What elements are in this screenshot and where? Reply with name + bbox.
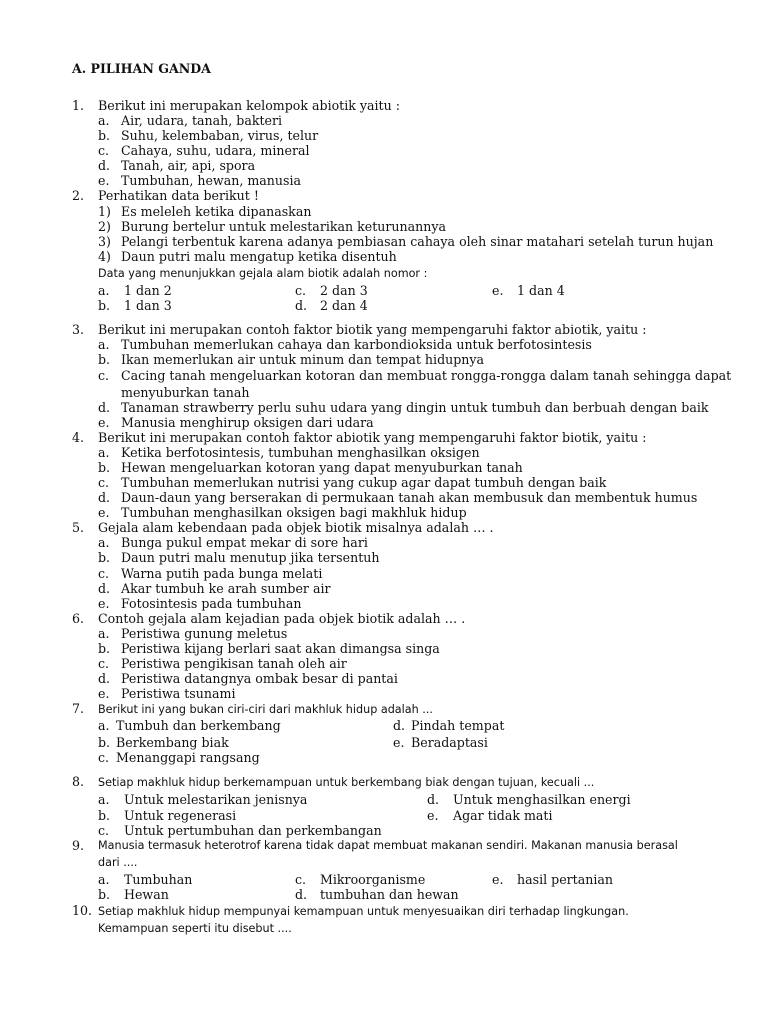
text-line: Hewan mengeluarkan kotoran yang dapat menyuburkan tanah — [121, 460, 523, 475]
text-line: Burung bertelur untuk melestarikan keturunannya — [121, 219, 446, 234]
text-line: Menanggapi rangsang — [116, 750, 260, 765]
text-line: 2 dan 4 — [320, 298, 368, 313]
text-line: Air, udara, tanah, bakteri — [121, 113, 283, 128]
text-line: dari .... — [98, 856, 138, 869]
text-line: Mikroorganisme — [320, 872, 426, 887]
text-line: 1. — [72, 98, 85, 113]
text-line: 3. — [72, 322, 85, 337]
text-line: Manusia menghirup oksigen dari udara — [121, 415, 374, 430]
text-line: Tumbuhan, hewan, manusia — [121, 173, 302, 188]
section-title: A. PILIHAN GANDA — [72, 61, 211, 76]
text-line: Tumbuh dan berkembang — [116, 718, 281, 733]
text-line: d. — [295, 887, 308, 902]
text-line: d. — [427, 792, 440, 807]
text-line: 8. — [72, 774, 85, 789]
text-line: 1) — [98, 204, 111, 219]
text-line: Suhu, kelembaban, virus, telur — [121, 128, 319, 143]
text-line: a. — [98, 626, 110, 641]
text-line: Peristiwa gunung meletus — [121, 626, 288, 641]
text-line: Data yang menunjukkan gejala alam biotik adalah nomor : — [98, 267, 428, 280]
text-line: a. — [98, 113, 110, 128]
text-line: b. — [98, 352, 111, 367]
text-line: Ikan memerlukan air untuk minum dan tempat hidupnya — [121, 352, 485, 367]
text-line: e. — [427, 808, 439, 823]
text-line: c. — [98, 750, 110, 765]
text-line: Peristiwa tsunami — [121, 686, 236, 701]
text-line: 4. — [72, 430, 85, 445]
text-line: Hewan — [124, 887, 169, 902]
text-line: Peristiwa pengikisan tanah oleh air — [121, 656, 347, 671]
text-line: Berikut ini merupakan contoh faktor biotik yang mempengaruhi faktor abiotik, yaitu : — [98, 322, 647, 337]
text-line: Bunga pukul empat mekar di sore hari — [121, 535, 368, 550]
text-line: e. — [98, 596, 110, 611]
text-line: Tumbuhan — [124, 872, 193, 887]
text-line: c. — [98, 368, 110, 383]
text-line: b. — [98, 550, 111, 565]
text-line: Daun putri malu menutup jika tersentuh — [121, 550, 380, 565]
text-line: c. — [98, 475, 110, 490]
text-line: e. — [492, 283, 504, 298]
text-line: Berikut ini merupakan contoh faktor abiotik yang mempengaruhi faktor biotik, yaitu : — [98, 430, 647, 445]
text-line: Tanaman strawberry perlu suhu udara yang dingin untuk tumbuh dan berbuah dengan baik — [121, 400, 709, 415]
text-line: Cahaya, suhu, udara, mineral — [121, 143, 310, 158]
text-line: a. — [98, 445, 110, 460]
text-line: a. — [98, 718, 110, 733]
text-line: Warna putih pada bunga melati — [121, 566, 323, 581]
text-line: b. — [98, 641, 111, 656]
text-line: Tumbuhan memerlukan cahaya dan karbondioksida untuk berfotosintesis — [121, 337, 592, 352]
text-line: Peristiwa datangnya ombak besar di pantai — [121, 671, 398, 686]
text-line: hasil pertanian — [517, 872, 614, 887]
text-line: b. — [98, 808, 111, 823]
text-line: d. — [98, 581, 111, 596]
text-line: Daun-daun yang berserakan di permukaan tanah akan membusuk dan membentuk humus — [121, 490, 698, 505]
text-line: Gejala alam kebendaan pada objek biotik misalnya adalah … . — [98, 520, 494, 535]
text-line: 9. — [72, 838, 85, 853]
text-line: 2) — [98, 219, 111, 234]
text-line: a. — [98, 792, 110, 807]
text-line: Cacing tanah mengeluarkan kotoran dan membuat rongga-rongga dalam tanah sehingga dapat — [121, 368, 732, 383]
text-line: Setiap makhluk hidup berkemampuan untuk berkembang biak dengan tujuan, kecuali ... — [98, 776, 595, 789]
text-line: Manusia termasuk heterotrof karena tidak dapat membuat makanan sendiri. Makanan manusia berasal — [98, 839, 678, 852]
text-line: Berkembang biak — [116, 735, 229, 750]
text-line: b. — [98, 460, 111, 475]
text-line: a. — [98, 283, 110, 298]
text-line: e. — [393, 735, 405, 750]
text-line: Tumbuhan memerlukan nutrisi yang cukup agar dapat tumbuh dengan baik — [121, 475, 607, 490]
text-line: c. — [98, 823, 110, 838]
text-line: c. — [295, 283, 307, 298]
text-line: Kemampuan seperti itu disebut .... — [98, 922, 292, 935]
text-line: 4) — [98, 249, 111, 264]
text-line: Peristiwa kijang berlari saat akan dimangsa singa — [121, 641, 440, 656]
text-line: d. — [98, 490, 111, 505]
text-line: 5. — [72, 520, 85, 535]
text-line: Fotosintesis pada tumbuhan — [121, 596, 302, 611]
text-line: c. — [98, 143, 110, 158]
text-line: b. — [98, 128, 111, 143]
text-line: Untuk pertumbuhan dan perkembangan — [124, 823, 382, 838]
text-line: b. — [98, 735, 111, 750]
text-line: c. — [295, 872, 307, 887]
text-line: 1 dan 3 — [124, 298, 172, 313]
text-line: b. — [98, 298, 111, 313]
text-line: Pelangi terbentuk karena adanya pembiasan cahaya oleh sinar matahari setelah turun hujan — [121, 234, 714, 249]
text-line: d. — [98, 158, 111, 173]
text-line: menyuburkan tanah — [121, 385, 250, 400]
text-line: a. — [98, 872, 110, 887]
text-line: Agar tidak mati — [453, 808, 553, 823]
text-line: Contoh gejala alam kejadian pada objek biotik adalah … . — [98, 611, 466, 626]
text-line: 2 dan 3 — [320, 283, 368, 298]
text-line: 7. — [72, 701, 85, 716]
text-line: 10. — [72, 903, 93, 918]
text-line: e. — [98, 505, 110, 520]
text-line: d. — [98, 400, 111, 415]
text-line: Es meleleh ketika dipanaskan — [121, 204, 312, 219]
text-line: b. — [98, 887, 111, 902]
text-line: Daun putri malu mengatup ketika disentuh — [121, 249, 397, 264]
text-line: a. — [98, 535, 110, 550]
text-line: c. — [98, 656, 110, 671]
text-line: Setiap makhluk hidup mempunyai kemampuan untuk menyesuaikan diri terhadap lingkungan. — [98, 905, 629, 918]
text-line: e. — [98, 415, 110, 430]
text-line: 1 dan 2 — [124, 283, 172, 298]
text-line: Untuk melestarikan jenisnya — [124, 792, 308, 807]
text-line: c. — [98, 566, 110, 581]
text-line: Tanah, air, api, spora — [121, 158, 256, 173]
text-line: Akar tumbuh ke arah sumber air — [121, 581, 331, 596]
text-line: Tumbuhan menghasilkan oksigen bagi makhluk hidup — [121, 505, 467, 520]
text-line: Ketika berfotosintesis, tumbuhan menghasilkan oksigen — [121, 445, 480, 460]
text-line: e. — [98, 173, 110, 188]
text-line: Berikut ini yang bukan ciri-ciri dari makhluk hidup adalah ... — [98, 703, 433, 716]
text-line: d. — [295, 298, 308, 313]
text-line: e. — [98, 686, 110, 701]
text-line: 3) — [98, 234, 111, 249]
text-line: a. — [98, 337, 110, 352]
text-line: Berikut ini merupakan kelompok abiotik yaitu : — [98, 98, 400, 113]
text-line: 2. — [72, 188, 85, 203]
text-line: 1 dan 4 — [517, 283, 565, 298]
text-line: d. — [98, 671, 111, 686]
text-line: 6. — [72, 611, 85, 626]
text-line: Untuk regenerasi — [124, 808, 237, 823]
text-line: d. — [393, 718, 406, 733]
text-line: e. — [492, 872, 504, 887]
text-line: tumbuhan dan hewan — [320, 887, 459, 902]
text-line: Pindah tempat — [411, 718, 505, 733]
text-line: Untuk menghasilkan energi — [453, 792, 631, 807]
text-line: Perhatikan data berikut ! — [98, 188, 259, 203]
text-line: Beradaptasi — [411, 735, 488, 750]
